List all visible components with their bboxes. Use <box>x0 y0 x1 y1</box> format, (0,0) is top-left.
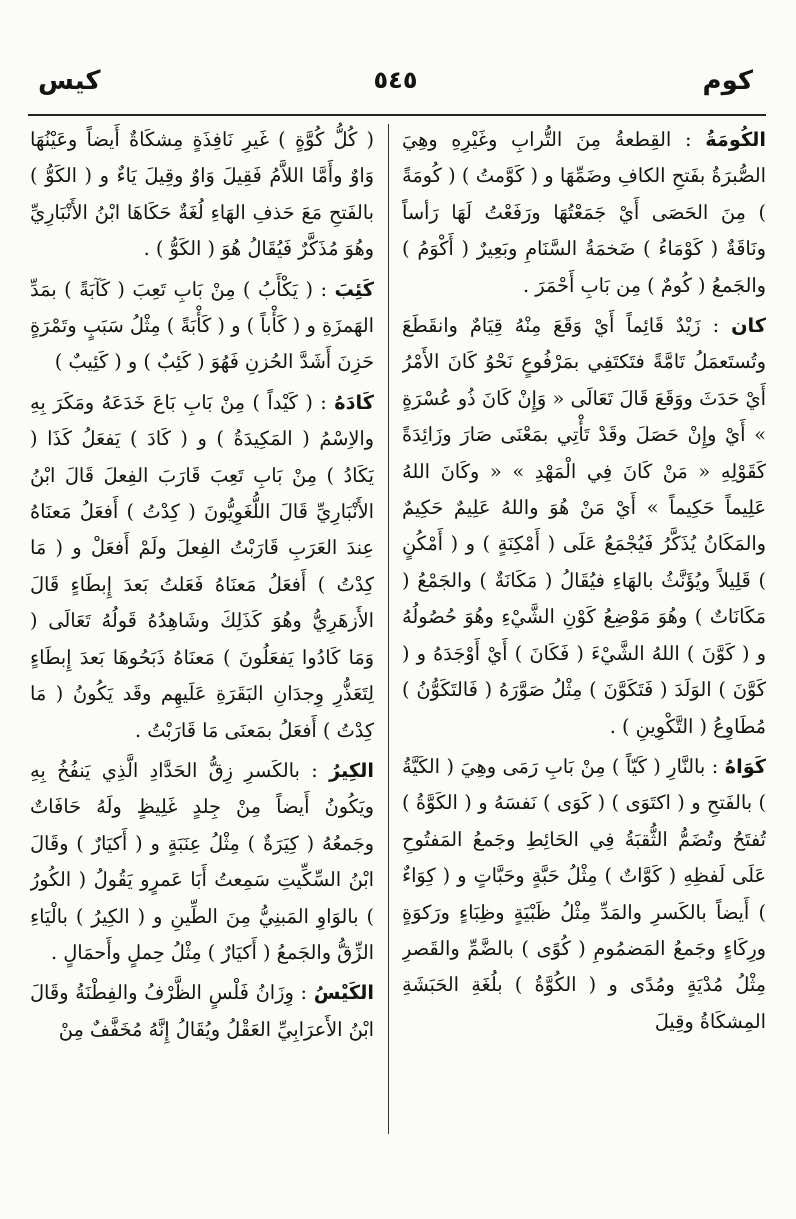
left-column <box>30 122 374 1182</box>
headword: الكُومَةُ <box>705 128 766 151</box>
headword: الكِيرُ <box>329 758 374 782</box>
definition-text: : ( كَيْداً ) مِنْ بَابِ بَاعَ خَدَعَهُ ومَكَرَ بِهِ والاِسْمُ ( المَكِيدَةُ ) و ( كَادَ ) يَفعَلُ كَذَا ( يَكَادُ ) مِنْ بَابِ تَعِبَ قَارَبَ الفِعلَ قَالَ ابْنُ الأَنْبَارِيِّ قَالَ اللُّغَوِيُّونَ ( كِدْتُ ) أَفعَلُ مَعنَاهُ عِندَ العَرَبِ قَارَبْتُ الفِعلَ ولَمْ أَفعَلْ و ( مَا كِدْتُ ) أَفعَلُ مَعنَاهُ فَعَلتُ بَعدَ إِبطَاءٍ قَالَ الأَزهَرِيُّ وهُوَ كَذَلِكَ وشَاهِدُهُ قَولُهُ تَعَالَى ( وَمَا كَادُوا يَفعَلُونَ ) مَعنَاهُ ذَبَحُوهَا بَعدَ إِبطَاءٍ لِتَعَذُّرِ وِجدَانِ البَقَرَةِ عَلَيهِم وقَد يَكُونُ ( مَا كِدْتُ ) أَفعَلُ بمَعنَى مَا قَارَبْتُ . <box>30 390 374 742</box>
entry-kaiba <box>30 272 374 381</box>
headword: كَادَهُ <box>334 390 374 414</box>
headword: الكَيْسُ <box>313 981 374 1005</box>
page-header <box>28 62 763 108</box>
headword: كَوَاهُ <box>724 754 766 778</box>
page-number: ٥٤٥ <box>373 66 418 94</box>
entry-kadahu <box>30 385 374 749</box>
entry-kawma <box>402 122 766 304</box>
entry-alkir <box>30 753 374 971</box>
column-divider <box>388 124 389 1134</box>
entry-kana <box>402 308 766 745</box>
header-rule <box>28 114 766 116</box>
definition-text: : القِطعةُ مِنَ التُّرابِ وغَيْرِهِ وهِيَ الصُّبرَةُ بفَتحِ الكافِ وضَمِّهَا و ( كَوَّمتُ ) ( كُومَةً ) مِنَ الحَصَى أَيْ جَمَعْتُهَا ورَفَعْتُ لَهَا رَأساً ونَاقَةٌ ( كَوْمَاءُ ) ضَخمَةُ السَّنَامِ وبَعِيرٌ ( أَكْوَمُ ) والجَمعُ ( كُومٌ ) مِن بَابِ أَحْمَرَ . <box>402 128 766 297</box>
definition-text: : وِزَانُ فَلْسٍ الظَّرْفُ والفِطْنَةُ وقَالَ ابْنُ الأَعرَابِيِّ العَقْلُ ويُقَالُ إِنَّهُ مُخَفَّفٌ مِنْ <box>30 981 374 1041</box>
header-guide-word-right: كوم <box>702 66 753 96</box>
definition-text: : بالكَسرِ زِقُّ الحَدَّادِ الَّذِي يَنفُخُ بِهِ ويَكُونُ أَيضاً مِنْ جِلدٍ غَلِيظٍ ولَهُ حَافَاتٌ وجَمعُهُ ( كِيَرَةٌ ) مِثْلُ عِنَبَةٍ و ( أَكيَارٌ ) وقَالَ ابْنُ السِّكِّيتِ سَمِعتُ أَبَا عَمرٍو يَقُولُ ( الكُورُ ) بالوَاوِ المَبنِيُّ مِنَ الطِّينِ و ( الكِيرُ ) بالْيَاءِ الزِّقُّ والجَمعُ ( أَكيَارٌ ) مِثْلُ حِملٍ وأَحمَالٍ . <box>30 758 374 964</box>
entry-kawahu <box>402 749 766 1040</box>
definition-text: : بالنَّارِ ( كَيّاً ) مِنْ بَابِ رَمَى وهِيَ ( الكَيَّةُ ) بالفَتحِ و ( اكتَوَى ) ( كَوَى ) نَفسَهُ و ( الكَوَّةُ ) تُفتَحُ وتُضَمُّ الثُّقبَةُ فِي الحَائِطِ وجَمعُ المَفتُوحِ عَلَى لَفظِهِ ( كَوَّاتٌ ) مِثْلُ حَبَّةٍ وحَبَّاتٍ و ( كِوَاءٌ ) أَيضاً بالكَسرِ والمَدِّ مِثْلُ ظَبْيَةٍ وظِبَاءٍ ورَكوَةٍ ورِكَاءٍ وجَمعُ المَضمُومِ ( كُوًى ) بالضَّمِّ والقَصرِ مِثْلُ مُدْيَةٍ ومُدًى و ( الكُوَّةُ ) بلُغَةِ الحَبَشَةِ المِشكَاةُ وقِيلَ <box>402 754 766 1033</box>
headword: كَئِبَ <box>334 277 374 301</box>
entry-alkays <box>30 975 374 1048</box>
entry-continuation <box>30 122 374 268</box>
header-guide-word-left: كيس <box>38 66 101 96</box>
definition-text: ( كُلُّ كُوَّةٍ ) غَيرِ نَافِذَةٍ مِشكَاةٌ أَيضاً وعَيْنُهَا وَاوٌ وأَمَّا اللاَّمُ فَقِيلَ وَاوٌ وقِيلَ يَاءٌ و ( الكَوُّ ) بالفَتحِ مَعَ حَذفِ الهَاءِ لُغَةٌ حَكَاهَا ابْنُ الأَنْبَارِيِّ وهُوَ مُذَكَّرٌ فَيُقَالُ هُوَ ( الكَوُّ ) . <box>30 128 374 261</box>
definition-text: : زَيْدٌ قَائِماً أَيْ وَقَعَ مِنْهُ قِيَامٌ وانقَطَعَ وتُستَعمَلُ تَامَّةً فتَكتَفِي بمَرْفُوعٍ نَحْوُ كَانَ الأَمْرُ أَيْ حَدَثَ ووَقَعَ قَالَ تَعَالَى « وَإِنْ كَانَ ذُو عُسْرَةٍ » أَيْ وإِنْ حَصَلَ وقَدْ تَأْتِي بمَعْنَى صَارَ وزَائِدَةً كَقَوْلِهِ « مَنْ كَانَ فِي الْمَهْدِ » « وكَانَ اللهُ عَلِيماً حَكِيماً » أَيْ مَنْ هُوَ واللهُ عَلِيمٌ حَكِيمٌ والمَكَانُ يُذَكَّرُ فَيُجْمَعُ عَلَى ( أَمْكِنَةٍ ) و ( أَمْكُنٍ ) قَلِيلاً ويُؤَنَّثُ بالهَاءِ فيُقَالُ ( مَكَانَةٌ ) والجَمْعُ ( مَكَانَاتٌ ) وهُوَ مَوْضِعُ كَوْنِ الشَّيْءِ وهُوَ حُصُولُهُ و ( كَوَّنَ ) اللهُ الشَّيْءَ ( فَكَانَ ) أَيْ أَوْجَدَهُ و ( كَوَّنَ ) الوَلَدَ ( فَتَكَوَّنَ ) مِثْلُ صَوَّرَهُ ( فَالتَكَوُّنُ ) مُطَاوِعُ ( التَّكْوِينِ ) . <box>402 314 766 738</box>
definition-text: : ( يَكْأَبُ ) مِنْ بَابِ تَعِبَ ( كَآبَةً ) بمَدِّ الهَمزَةِ و ( كَأْباً ) و ( كَأْبَةً ) مِثْلُ سَبَبٍ وتَمْرَةٍ حَزِنَ أَشَدَّ الحُزنِ فَهُوَ ( كَئِبٌ ) و ( كَئِيبٌ ) <box>30 277 374 374</box>
headword: كان <box>731 314 766 338</box>
right-column <box>402 122 766 1182</box>
